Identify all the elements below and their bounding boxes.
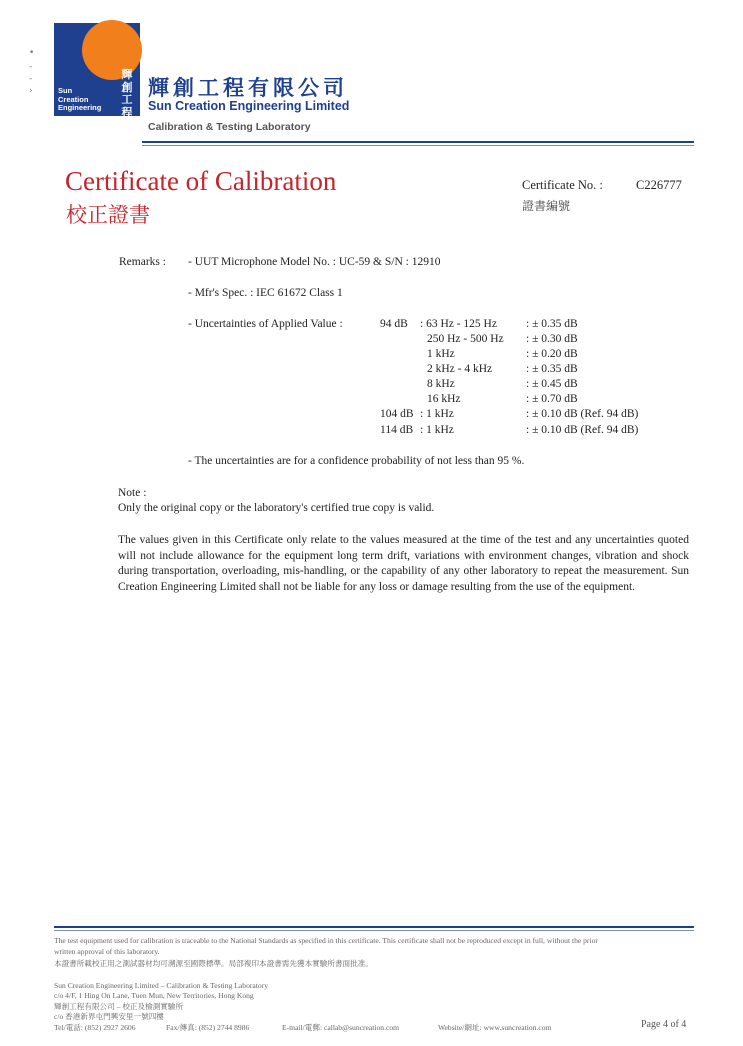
frequency-cell: 16 kHz — [427, 393, 461, 405]
certificate-number: C226777 — [636, 178, 682, 192]
certificate-title-chinese: 校正證書 — [66, 203, 150, 227]
traceability-statement-chinese: 本證書所載校正用之測試器材均可溯源至國際標準。局部複印本證書需先獲本實驗所書面批准。 — [54, 959, 373, 968]
address-line-chinese: 輝創工程有限公司 – 校正及檢測實驗所 — [54, 1002, 184, 1011]
frequency-cell: 250 Hz - 500 Hz — [427, 333, 504, 345]
certificate-number-label: Certificate No. : — [522, 178, 603, 192]
telephone: Tel/電話: (852) 2927 2606 — [54, 1023, 136, 1032]
traceability-statement-continued: written approval of this laboratory. — [54, 947, 160, 956]
certificate-title: Certificate of Calibration — [65, 166, 337, 196]
note-label: Note : — [118, 487, 147, 499]
address-line: Sun Creation Engineering Limited – Calibration & Testing Laboratory — [54, 981, 269, 990]
value-cell: : ± 0.10 dB (Ref. 94 dB) — [526, 424, 639, 436]
logo-english-text: Sun Creation Engineering — [58, 86, 102, 112]
frequency-cell: 8 kHz — [427, 378, 455, 390]
fax: Fax/傳真: (852) 2744 8986 — [166, 1023, 250, 1032]
footer-rule-thin — [54, 930, 694, 931]
uncertainty-label: - Uncertainties of Applied Value : — [188, 318, 343, 330]
address-line-chinese: c/o 香港新界屯門興安里一號四樓 — [54, 1012, 164, 1021]
company-name-chinese: 輝創工程有限公司 — [148, 76, 348, 100]
value-cell: : ± 0.70 dB — [526, 393, 578, 405]
mfr-spec: - Mfr's Spec. : IEC 61672 Class 1 — [188, 287, 343, 299]
traceability-statement: The test equipment used for calibration is traceable to the National Standards as specified in this certificate. This certificate shall not be reproduced except in full, without the prior — [54, 936, 598, 945]
frequency-cell: 2 kHz - 4 kHz — [427, 363, 493, 375]
email-link[interactable]: E-mail/電郵: callab@suncreation.com — [282, 1023, 400, 1032]
lab-name: Calibration & Testing Laboratory — [148, 121, 311, 133]
header-rule-thin — [142, 145, 694, 146]
page-number: Page 4 of 4 — [641, 1019, 687, 1030]
header-rule — [142, 141, 694, 143]
confidence-statement: - The uncertainties are for a confidence probability of not less than 95 %. — [188, 455, 525, 467]
level-cell: 114 dB — [380, 424, 414, 436]
value-cell: : ± 0.35 dB — [526, 363, 578, 375]
margin-mark: - — [29, 74, 33, 84]
level-cell: 94 dB — [380, 318, 408, 330]
company-name-english: Sun Creation Engineering Limited — [148, 99, 350, 113]
uut-model: - UUT Microphone Model No. : UC-59 & S/N : 12910 — [188, 256, 441, 268]
address-line: c/o 4/F, 1 Hing On Lane, Tuen Mun, New Territories, Hong Kong — [54, 991, 254, 1000]
frequency-cell: : 1 kHz — [420, 424, 454, 436]
remarks-label: Remarks : — [119, 256, 166, 268]
margin-mark: • — [29, 48, 35, 58]
value-cell: : ± 0.20 dB — [526, 348, 578, 360]
certificate-number-label-chinese: 證書編號 — [522, 199, 571, 213]
logo-chinese-text: 輝 創 工 程 — [121, 68, 133, 119]
value-cell: : ± 0.45 dB — [526, 378, 578, 390]
value-cell: : ± 0.30 dB — [526, 333, 578, 345]
value-cell: : ± 0.35 dB — [526, 318, 578, 330]
company-logo — [54, 23, 140, 119]
frequency-cell: : 63 Hz - 125 Hz — [420, 318, 497, 330]
note-validity: Only the original copy or the laboratory's certified true copy is valid. — [118, 502, 435, 514]
footer-rule — [54, 926, 694, 928]
disclaimer-paragraph: The values given in this Certificate only relate to the values measured at the time of the test and any uncertainties quoted will not include allowance for the equipment long term drift, variations with environment changes, vibration and shock during transportation, overloading, mis-handling, or the capability of any other laboratory to repeat the measurement. Sun Creation Engineering Limited shall not be liable for any loss or damage resulting from the use of the equipment. — [118, 534, 689, 593]
margin-mark: - — [29, 62, 33, 72]
level-cell: 104 dB — [380, 408, 414, 420]
margin-mark: › — [29, 86, 33, 96]
value-cell: : ± 0.10 dB (Ref. 94 dB) — [526, 408, 639, 420]
website-link[interactable]: Website/網址: www.suncreation.com — [438, 1023, 552, 1032]
frequency-cell: : 1 kHz — [420, 408, 454, 420]
frequency-cell: 1 kHz — [427, 348, 455, 360]
